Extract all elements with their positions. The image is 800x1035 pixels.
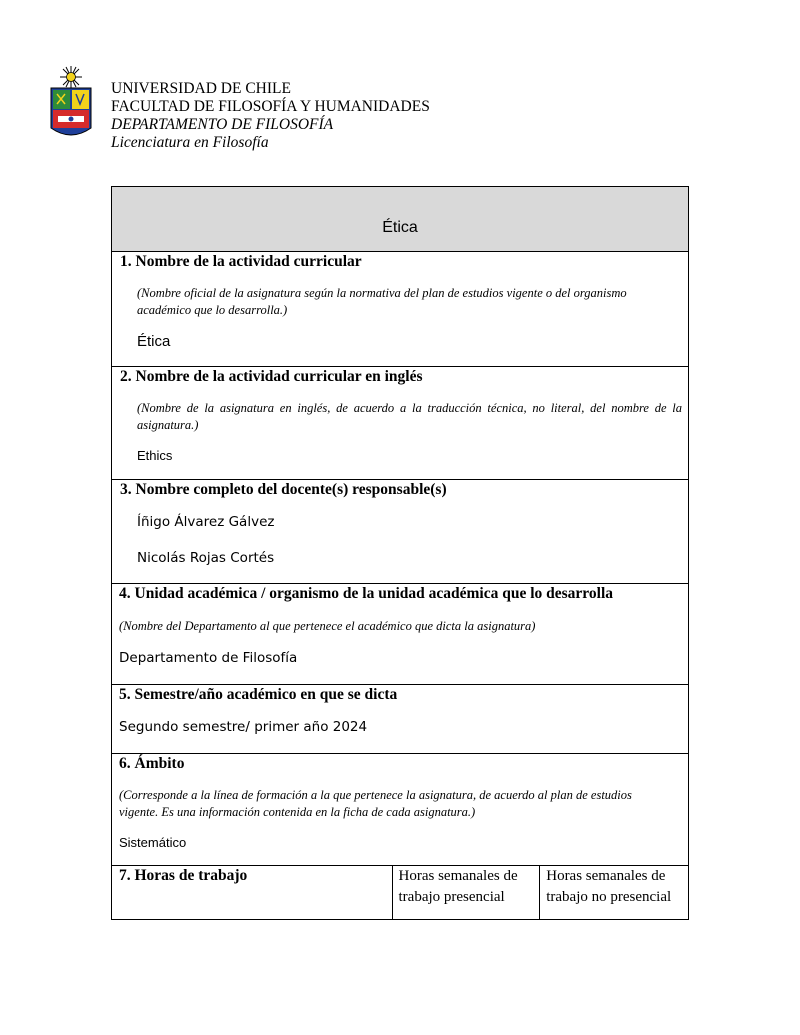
section-6-heading: 6. Ámbito [119,755,185,772]
section-6-note: (Corresponde a la línea de formación a la que pertenece la asignatura, de acuerdo al plan de estudios vigente. Es una información contenida en la ficha de cada asignatura.) [119,788,632,819]
section-2-note: (Nombre de la asignatura en inglés, de acuerdo a la traducción técnica, no literal, del nombre de la asignatura.) [137,401,682,432]
department-name: DEPARTAMENTO DE FILOSOFÍA [111,116,334,133]
faculty-name: FACULTAD DE FILOSOFÍA Y HUMANIDADES [111,98,430,115]
university-crest-logo [48,64,94,140]
section-7 [112,866,393,920]
hours-presencial-header [392,866,540,920]
shield-icon [51,88,91,135]
section-1-note: (Nombre oficial de la asignatura según la normativa del plan de estudios vigente o del organismo académico que lo desarrolla.) [137,286,627,317]
course-title-banner [112,187,689,252]
section-1-value: Ética [137,333,171,350]
hours-no-presencial-header [540,866,689,920]
section-4-heading: 4. Unidad académica / organismo de la unidad académica que lo desarrolla [119,585,614,602]
section-4-value: Departamento de Filosofía [119,650,298,666]
section-5-value: Segundo semestre/ primer año 2024 [119,719,368,735]
section-6-value: Sistemático [119,835,187,850]
section-4-note: (Nombre del Departamento al que pertenece el académico que dicta la asignatura) [119,619,536,633]
section-2-value: Ethics [137,448,173,463]
course-program-form [111,186,689,920]
section-7-heading: 7. Horas de trabajo [119,867,248,884]
institution-header [111,80,430,152]
hours-presencial-label: Horas semanales de trabajo presencial [398,868,518,905]
section-2-heading: 2. Nombre de la actividad curricular en inglés [120,368,423,385]
university-name: UNIVERSIDAD DE CHILE [111,80,291,97]
section-6 [112,754,689,866]
section-5 [112,685,689,754]
hours-no-presencial-label: Horas semanales de trabajo no presencial [546,868,672,905]
sun-icon [60,66,82,88]
section-2 [112,367,689,480]
program-name: Licenciatura en Filosofía [111,134,269,151]
teacher-name-1: Íñigo Álvarez Gálvez [137,514,275,530]
section-3 [112,480,689,584]
section-1 [112,252,689,367]
section-5-heading: 5. Semestre/año académico en que se dicta [119,686,398,703]
section-3-heading: 3. Nombre completo del docente(s) responsable(s) [120,481,447,498]
section-1-heading: 1. Nombre de la actividad curricular [120,253,362,270]
section-4 [112,584,689,685]
course-title: Ética [382,219,418,236]
teacher-name-2: Nicolás Rojas Cortés [137,550,275,566]
